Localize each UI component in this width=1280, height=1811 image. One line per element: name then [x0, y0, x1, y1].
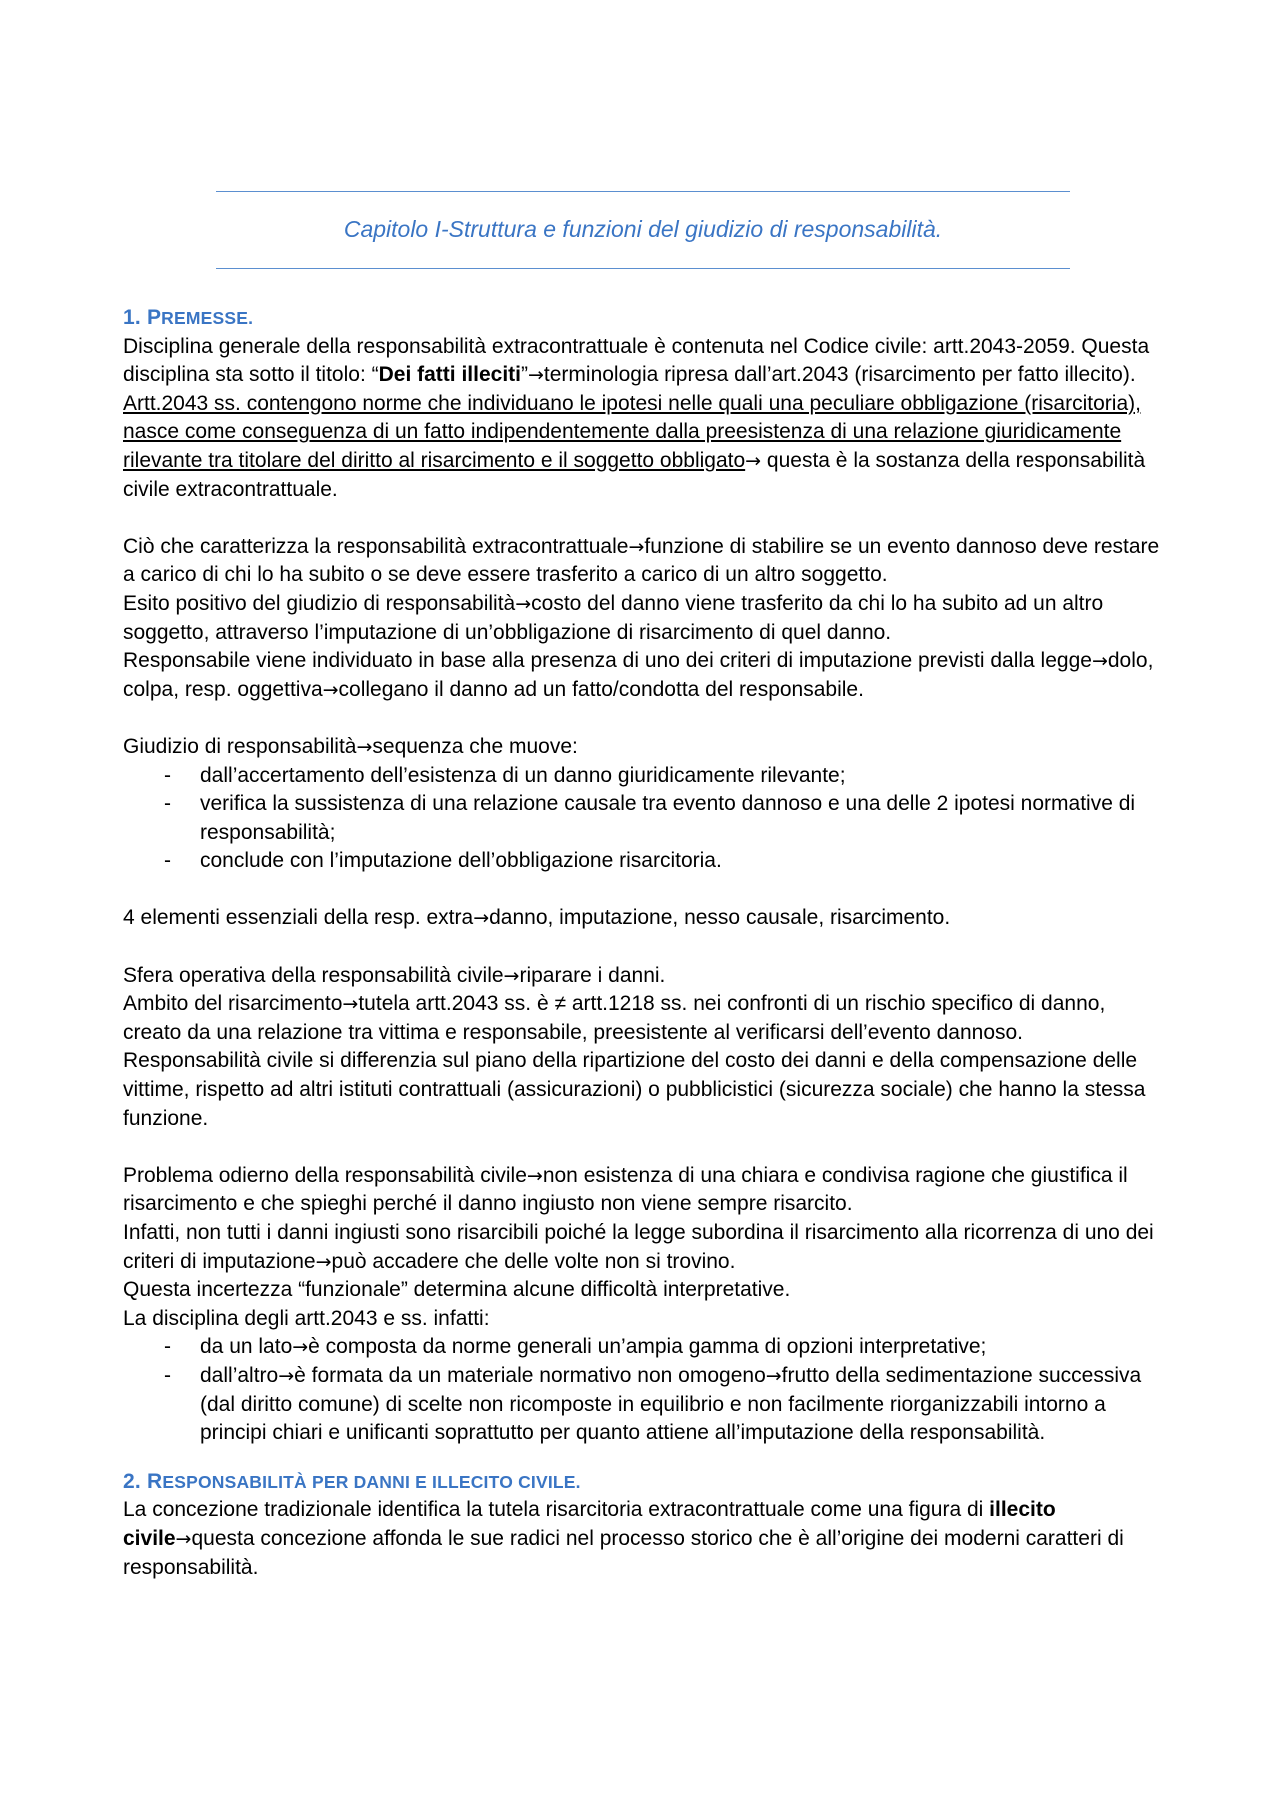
paragraph: La concezione tradizionale identifica la tutela risarcitoria extracontrattuale come una figura di illecito civile→questa concezione affonda le sue radici nel processo storico che è all’origine dei moderni caratteri di responsabilità. [123, 1498, 1124, 1579]
arrow-icon: → [1091, 650, 1108, 673]
underlined-text: Artt.2043 ss. contengono norme che individuano le ipotesi nelle quali una peculiare obbligazione (risarcitoria), nasce come conseguenza di un fatto indipendentemente dalla preesistenza di una relazione giuridicamente rilevante tra titolare del diritto al risarcimento e il soggetto obbligato [123, 391, 1141, 472]
paragraph: Giudizio di responsabilità→sequenza che muove: [123, 734, 578, 758]
arrow-icon: → [292, 1336, 309, 1359]
arrow-icon: → [342, 993, 359, 1016]
bold-term: illecito civile [123, 1498, 1056, 1550]
list-item: - verifica la sussistenza di una relazione causale tra evento dannoso e una delle 2 ipotesi normative di responsabilità; [123, 790, 1168, 847]
arrow-icon: → [356, 735, 373, 758]
list-item: - conclude con l’imputazione dell’obbligazione risarcitoria. [123, 847, 1168, 876]
arrow-icon: → [515, 592, 532, 615]
arrow-icon: → [526, 1164, 543, 1187]
paragraph: Problema odierno della responsabilità civile→non esistenza di una chiara e condivisa ragione che giustifica il risarcimento e che spieghi perché il danno ingiusto non viene sempre risarcito. Infatti, non tutti i danni ingiusti sono risarcibili poiché la legge subordina il risarcimento alla ricorrenza di uno dei criteri di imputazione→può accadere che delle volte non si trovino. Questa incertezza “funzionale” determina alcune difficoltà interpretative. La disciplina degli artt.2043 e ss. infatti: [123, 1163, 1154, 1330]
dash-list [123, 1333, 1168, 1447]
paragraph: 4 elementi essenziali della resp. extra→danno, imputazione, nesso causale, risarcimento. [123, 906, 951, 930]
title-rule-bottom [216, 268, 1070, 269]
title-rule-top [216, 191, 1070, 192]
arrow-icon: → [315, 1250, 332, 1273]
arrow-icon: → [765, 1364, 782, 1387]
arrow-icon: → [322, 678, 339, 701]
arrow-icon: → [473, 907, 490, 930]
list-item: - dall’altro→è formata da un materiale normativo non omogeno→frutto della sedimentazione successiva (dal diritto comune) di scelte non ricomposte in equilibrio e non facilmente riorganizzabili intorno a principi chiari e unificanti soprattutto per quanto attiene all’imputazione della responsabilità. [123, 1362, 1168, 1448]
list-item: - da un lato→è composta da norme generali un’ampia gamma di opzioni interpretative; [123, 1333, 1168, 1362]
paragraph: Disciplina generale della responsabilità extracontrattuale è contenuta nel Codice civile: artt.2043-2059. Questa disciplina sta sotto il titolo: “Dei fatti illeciti”→terminologia ripresa dall’art.2043 (risarcimento per fatto illecito). [123, 334, 1150, 387]
arrow-icon: → [175, 1527, 192, 1550]
paragraph: Ciò che caratterizza la responsabilità extracontrattuale→funzione di stabilire se un evento dannoso deve restare a carico di chi lo ha subito o se deve essere trasferito a carico di un altro soggetto. Esito positivo del giudizio di responsabilità→costo del danno viene trasferito da chi lo ha subito ad un altro soggetto, attraverso l’imputazione di un’obbligazione di risarcimento di quel danno. Responsabile viene individuato in base alla presenza di uno dei criteri di imputazione previsti dalla legge→dolo, colpa, resp. oggettiva→collegano il danno ad un fatto/condotta del responsabile. [123, 534, 1160, 701]
paragraph: Sfera operativa della responsabilità civile→riparare i danni. Ambito del risarcimento→tutela artt.2043 ss. è ≠ artt.1218 ss. nei confronti di un rischio specifico di danno, creato da una relazione tra vittima e responsabile, preesistente al verificarsi dell’evento dannoso. Responsabilità civile si differenzia sul piano della ripartizione del costo dei danni e della compensazione delle vittime, rispetto ad altri istituti contrattuali (assicurazioni) o pubblicistici (sicurezza sociale) che hanno la stessa funzione. [123, 963, 1146, 1130]
dash-list [123, 762, 1168, 876]
bold-term: Dei fatti illeciti [378, 363, 521, 387]
arrow-icon: → [527, 364, 544, 387]
arrow-icon: → [503, 964, 520, 987]
section-1-heading: 1. PREMESSE. [123, 306, 254, 329]
document-body [123, 304, 1168, 1582]
section-2-heading: 2. RESPONSABILITÀ PER DANNI E ILLECITO CIVILE. [123, 1469, 581, 1493]
list-item: - dall’accertamento dell’esistenza di un danno giuridicamente rilevante; [123, 762, 1168, 791]
chapter-title: Capitolo I-Struttura e funzioni del giudizio di responsabilità. [343, 216, 943, 242]
arrow-icon: → [745, 449, 762, 472]
arrow-icon: → [278, 1364, 295, 1387]
paragraph: Artt.2043 ss. contengono norme che individuano le ipotesi nelle quali una peculiare obbligazione (risarcitoria), nasce come conseguenza di un fatto indipendentemente dalla preesistenza di una relazione giuridicamente rilevante tra titolare del diritto al risarcimento e il soggetto obbligato→ questa è la sostanza della responsabilità civile extracontrattuale. [123, 391, 1146, 501]
arrow-icon: → [628, 535, 645, 558]
